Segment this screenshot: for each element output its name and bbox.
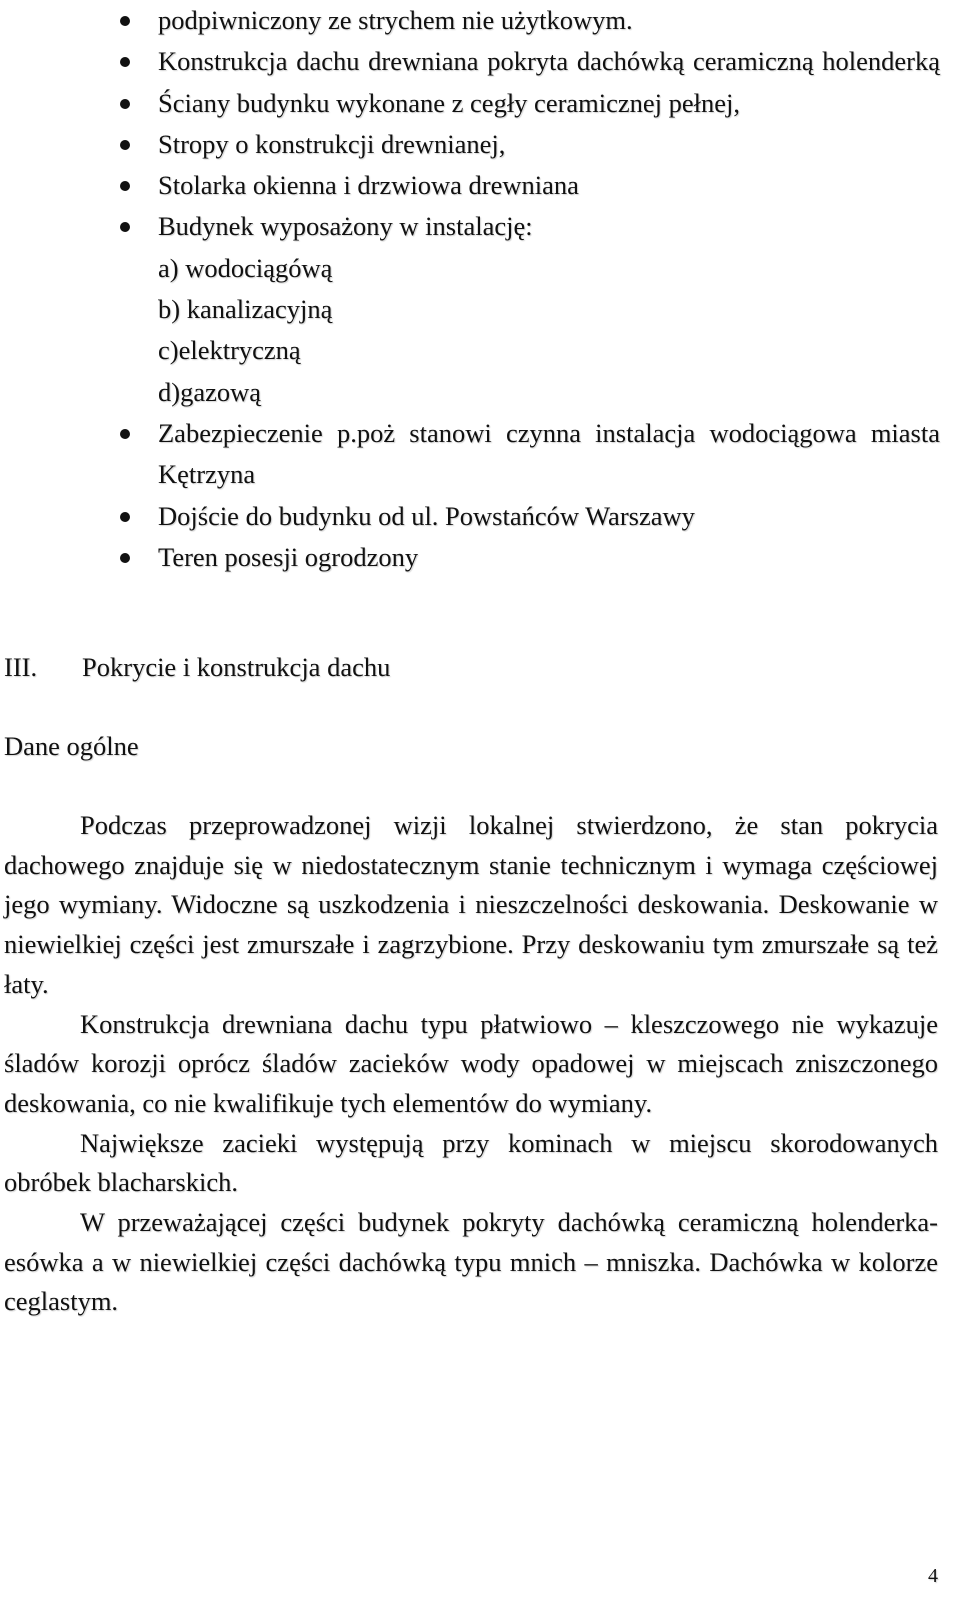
body-text [4, 806, 938, 1322]
list-item: Dojście do budynku od ul. Powstańców Warszawy [158, 496, 940, 537]
paragraph: Konstrukcja drewniana dachu typu płatwiowo – kleszczowego nie wykazuje śladów korozji oprócz śladów zacieków wody opadowej w miejscach zniszczonego deskowania, co nie kwalifikuje tych elementów do wymiany. [4, 1008, 938, 1118]
paragraph: Największe zacieki występują przy kominach w miejscu skorodowanych obróbek blacharskich. [4, 1127, 938, 1198]
list-item: Zabezpieczenie p.poż stanowi czynna instalacja wodociągowa miasta Kętrzyna [158, 413, 940, 496]
building-features-list [158, 0, 940, 578]
installations-sublist [158, 248, 940, 413]
installation-item: c)elektryczną [158, 335, 301, 366]
section-heading [4, 647, 390, 688]
list-item: Stolarka okienna i drzwiowa drewniana [158, 165, 940, 206]
section-number: III. [4, 652, 38, 682]
list-item: Ściany budynku wykonane z cegły ceramicznej pełnej, [158, 83, 940, 124]
installation-item: b) kanalizacyjną [158, 294, 333, 325]
list-item-installations [158, 206, 940, 412]
page-number: 4 [928, 1565, 938, 1587]
installation-item: d)gazową [158, 376, 261, 407]
list-item: Teren posesji ogrodzony [158, 537, 940, 578]
paragraph: Podczas przeprowadzonej wizji lokalnej stwierdzono, że stan pokrycia dachowego znajduje się w niedostatecznym stanie technicznym i wymaga częściowej jego wymiany. Widoczne są uszkodzenia i nieszczelności deskowania. Deskowanie w niewielkiej części jest zmurszałe i zagrzybione. Przy deskowaniu tym zmurszałe są też łaty. [4, 810, 938, 999]
installation-item: a) wodociągówą [158, 252, 333, 283]
list-item: Konstrukcja dachu drewniana pokryta dachówką ceramiczną holenderką [158, 41, 940, 82]
list-item-label: Budynek wyposażony w instalację: [158, 211, 533, 242]
section-title: Pokrycie i konstrukcja dachu [82, 652, 391, 682]
paragraph: W przeważającej części budynek pokryty dachówką ceramiczną holenderka- esówka a w niewielkiej części dachówką typu mnich – mniszka. Dachówka w kolorze ceglastym. [4, 1207, 938, 1317]
list-item: Stropy o konstrukcji drewnianej, [158, 124, 940, 165]
subheading: Dane ogólne [4, 731, 139, 761]
list-item: podpiwniczony ze strychem nie użytkowym. [158, 0, 940, 41]
